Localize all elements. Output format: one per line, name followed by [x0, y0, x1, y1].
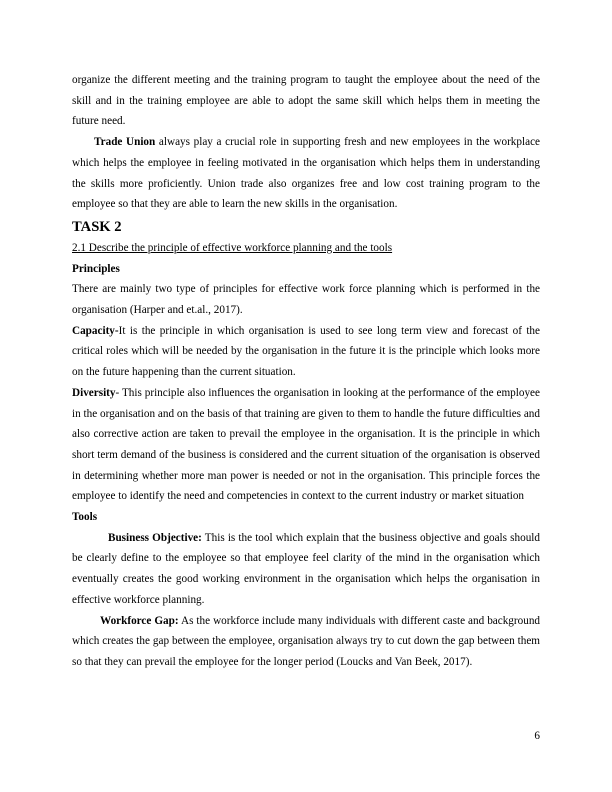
workforce-gap-term: Workforce Gap: — [100, 614, 179, 627]
principles-intro: There are mainly two type of principles for effective work force planning which is performed in the organisation (Harper and et.al., 2017). — [72, 283, 540, 317]
workforce-gap-text: As the workforce include many individuals with different caste and background which creates the gap between the employee, organisation always try to cut down the gap between them so that they can prevail the employee for the longer period (Loucks and Van Beek, 2017). — [72, 614, 541, 668]
trade-union-term: Trade Union — [94, 136, 156, 149]
capacity-term: Capacity- — [72, 324, 119, 337]
capacity-text: It is the principle in which organisation is used to see long term view and forecast of the critical roles which will be needed by the organisation in the future it is the principle which looks more on the future happening than the current situation. — [72, 324, 540, 379]
business-objective-text: This is the tool which explain that the business objective and goals should be clearly define to the employee so that employee feel clarity of the mind in the organisation which eventually creates the good working environment in the organisation which helps the organisation in effective workforce planning. — [72, 531, 540, 606]
paragraph-capacity — [72, 321, 540, 383]
section-subheading: 2.1 Describe the principle of effective workforce planning and the tools — [72, 241, 393, 254]
principles-heading — [72, 259, 540, 280]
business-objective-term: Business Objective: — [108, 531, 202, 544]
principles-heading-text: Principles — [72, 262, 120, 275]
paragraph-trade-union — [72, 132, 540, 215]
trade-union-text: always play a crucial role in supporting fresh and new employees in the workplace which helps the employee in feeling motivated in the organisation which helps them in understanding the skills more proficiently. Union trade also organizes free and low cost training program to the employee so that they are able to learn the new skills in the organisation. — [72, 136, 541, 211]
paragraph-business-objective — [72, 528, 540, 611]
document-page — [72, 70, 540, 673]
task-heading: TASK 2 — [72, 218, 122, 235]
tools-heading — [72, 507, 540, 528]
paragraph-training-continuation: organize the different meeting and the training program to taught the employee about the need of the skill and in the training employee are able to adopt the same skill which helps them in meeting the future need. — [72, 74, 540, 128]
paragraph-diversity — [72, 383, 540, 507]
page-number: 6 — [534, 730, 540, 742]
diversity-term: Diversity — [72, 386, 116, 399]
paragraph-workforce-gap — [72, 611, 540, 673]
tools-heading-text: Tools — [72, 511, 98, 524]
diversity-text: - This principle also influences the organisation in looking at the performance of the employee in the organisation and on the basis of that training are given to them to handle the future difficulties and also corrective action are taken to prevail the employee in the organisation. It is the principle in which short term demand of the business is considered and the current situation of the organisation is observed in determining whether more man power is needed or not in the organisation. This principle forces the employee to identify the need and competencies in context to the current industry or market situation — [72, 386, 540, 503]
